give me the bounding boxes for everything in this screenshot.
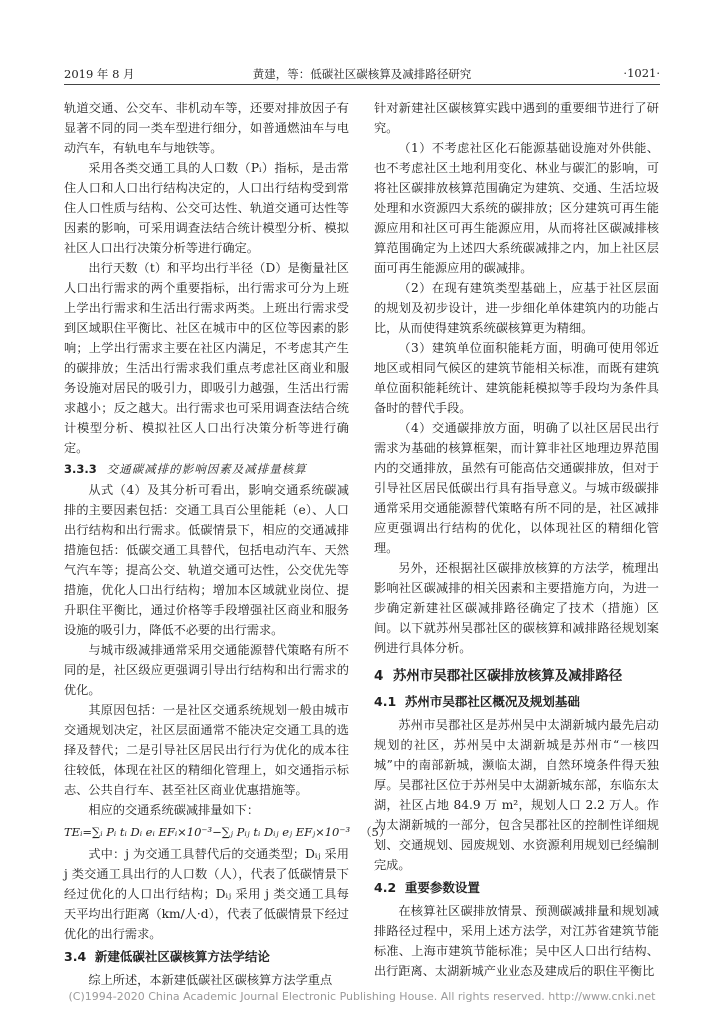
paragraph: 苏州市吴郡社区是苏州吴中太湖新城内最先启动规划的社区，苏州吴中太湖新城是苏州市“一核四城”中的南部新城，濒临太湖，自然环境条件得天独厚。吴郡社区位于苏州吴中太湖新城东部，东临东太湖，社区占地 84.9 万 m²，规划人口 2.2 万人。作为太湖新城的一部分，包含吴郡社区的控制性详细规划、交通规划、园废规划、水资源利用规划已经编制完成。: [374, 718, 659, 872]
paragraph: 针对新建社区碳核算实践中遇到的重要细节进行了研究。: [374, 101, 659, 135]
paragraph: 从式（4）及其分析可看出，影响交通系统碳减排的主要因素包括：交通工具百公里能耗（e）、人口出行结构和出行需求。低碳情景下，相应的交通减排措施包括：低碳交通工具替代，包括电动汽车、天然气汽车等；提高公交、轨道交通可达性，公交优先等措施，优化人口出行结构；增加本区域就业岗位、提升职住平衡比，通过价格等手段增强社区商业和服务设施的吸引力，降低不必要的出行需求。: [64, 483, 349, 637]
paragraph: 与城市级减排通常采用交通能源替代策略有所不同的是，社区级应更强调引导出行结构和出行需求的优化。: [64, 643, 349, 697]
section-heading-4-1: 4.1 苏州市吴郡社区概况及规划基础: [374, 694, 580, 709]
paragraph: 另外，还根据社区碳排放核算的方法学，梳理出影响社区碳减排的相关因素和主要措施方向，为进一步确定新建社区碳减排路径确定了技术（措施）区间。以下就苏州吴郡社区的碳核算和减排路径规划案例进行具体分析。: [374, 561, 659, 655]
paragraph: （1）不考虑社区化石能源基础设施对外供能、也不考虑社区土地利用变化、林业与碳汇的影响，可将社区碳排放核算范围确定为建筑、交通、生活垃圾处理和水资源四大系统的碳排放；区分建筑可再生能源应用和社区可再生能源应用，从而将社区碳减排核算范围确定为上述四大系统碳减排之内，加上社区层面可再生能源应用的碳减排。: [374, 141, 659, 275]
running-header: [64, 62, 660, 85]
section-heading-4-2: 4.2 重要参数设置: [374, 880, 480, 895]
paragraph: 相应的交通系统碳减排量如下：: [88, 803, 260, 817]
paragraph: 出行天数（t）和平均出行半径（D）是衡量社区人口出行需求的两个重要指标，出行需求可分为上班上学出行需求和生活出行需求两类。上班出行需求受到区域职住平衡比、社区在城市中的区位等因素的影响；上学出行需求主要在社区内满足，不考虑其产生的碳排放；生活出行需求我们重点考虑社区商业和服务设施对居民的吸引力，即吸引力越强，生活出行需求越小；反之越大。出行需求也可采用调查法结合统计模型分析、模拟社区人口出行决策分析等进行确定。: [64, 261, 349, 455]
section-heading-3-4: 3.4 新建低碳社区碳核算方法学结论: [64, 949, 270, 964]
right-column: [374, 98, 659, 981]
copyright-footer: (C)1994-2020 China Academic Journal Electronic Publishing House. All rights reserved. http://www.cnki.net: [68, 990, 656, 1003]
paragraph: 式中：j 为交通工具替代后的交通类型；Dᵢⱼ 采用 j 类交通工具出行的人口数（人），代表了低碳情景下经过优化的人口出行结构；Dᵢⱼ 采用 j 类交通工具每天平均出行距离（km/人·d），代表了低碳情景下经过优化的出行需求。: [64, 847, 349, 941]
paragraph: 其原因包括：一是社区交通系统规划一般由城市交通规划决定，社区层面通常不能决定交通工具的选择及替代；二是引导社区居民出行行为优化的成本往往较低，体现在社区的精细化管理上，如交通指示标志、公共自行车、甚至社区商业优惠措施等。: [64, 703, 349, 797]
article-running-title: 黄建，等：低碳社区碳核算及减排路径研究: [252, 67, 472, 81]
paragraph: 综上所述，本新建低碳社区碳核算方法学重点: [88, 973, 333, 987]
page-number: ·1021·: [623, 66, 660, 80]
section-heading-3-3-3: 3.3.3 交通碳减排的影响因素及减排量核算: [64, 462, 307, 476]
paragraph: 在核算社区碳排放情景、预测碳减排量和规划减排路径过程中，采用上述方法学，对江苏省建筑节能标准、上海市建筑节能标准；吴中区人口出行结构、出行距离、太湖新城产业业态及建成后的职住平衡比: [374, 904, 659, 978]
equation-5: TEᵢ=∑ᵢ Pᵢ tᵢ Dᵢ eᵢ EFᵢ×10⁻³−∑ⱼ Pᵢⱼ tᵢ Dᵢⱼ eⱼ EFⱼ×10⁻³ （5）: [64, 825, 391, 839]
paragraph: （2）在现有建筑类型基础上，应基于社区层面的规划及初步设计，进一步细化单体建筑内的功能占比，从而使得建筑系统碳核算更为精细。: [374, 281, 659, 335]
issue-date: 2019 年 8 月: [64, 67, 135, 81]
left-column: [64, 98, 391, 990]
section-heading-4: 4 苏州市吴郡社区碳排放核算及减排路径: [374, 668, 623, 684]
paragraph: 采用各类交通工具的人口数（Pᵢ）指标，是击常住人口和人口出行结构决定的，人口出行结构受到常住人口性质与结构、公交可达性、轨道交通可达性等因素的影响，可采用调查法结合统计模型分析、模拟社区人口出行决策分析等进行确定。: [64, 161, 349, 255]
paragraph: （3）建筑单位面积能耗方面，明确可使用邻近地区或相同气候区的建筑节能相关标准，而既有建筑单位面积能耗统计、建筑能耗模拟等手段均为条件具备时的替代手段。: [374, 341, 659, 415]
paragraph: 轨道交通、公交车、非机动车等，还要对排放因子有显著不同的同一类车型进行细分，如普通燃油车与电动汽车，有轨电车与地铁等。: [64, 101, 349, 155]
paragraph: （4）交通碳排放方面，明确了以社区居民出行需求为基础的核算框架，而计算非社区地理边界范围内的交通排放，虽然有可能高估交通碳排放，但对于引导社区居民低碳出行具有指导意义。与城市级碳排通常采用交通能源替代策略有所不同的是，社区减排应更强调出行结构的优化，以体现社区的精细化管理。: [374, 421, 659, 555]
